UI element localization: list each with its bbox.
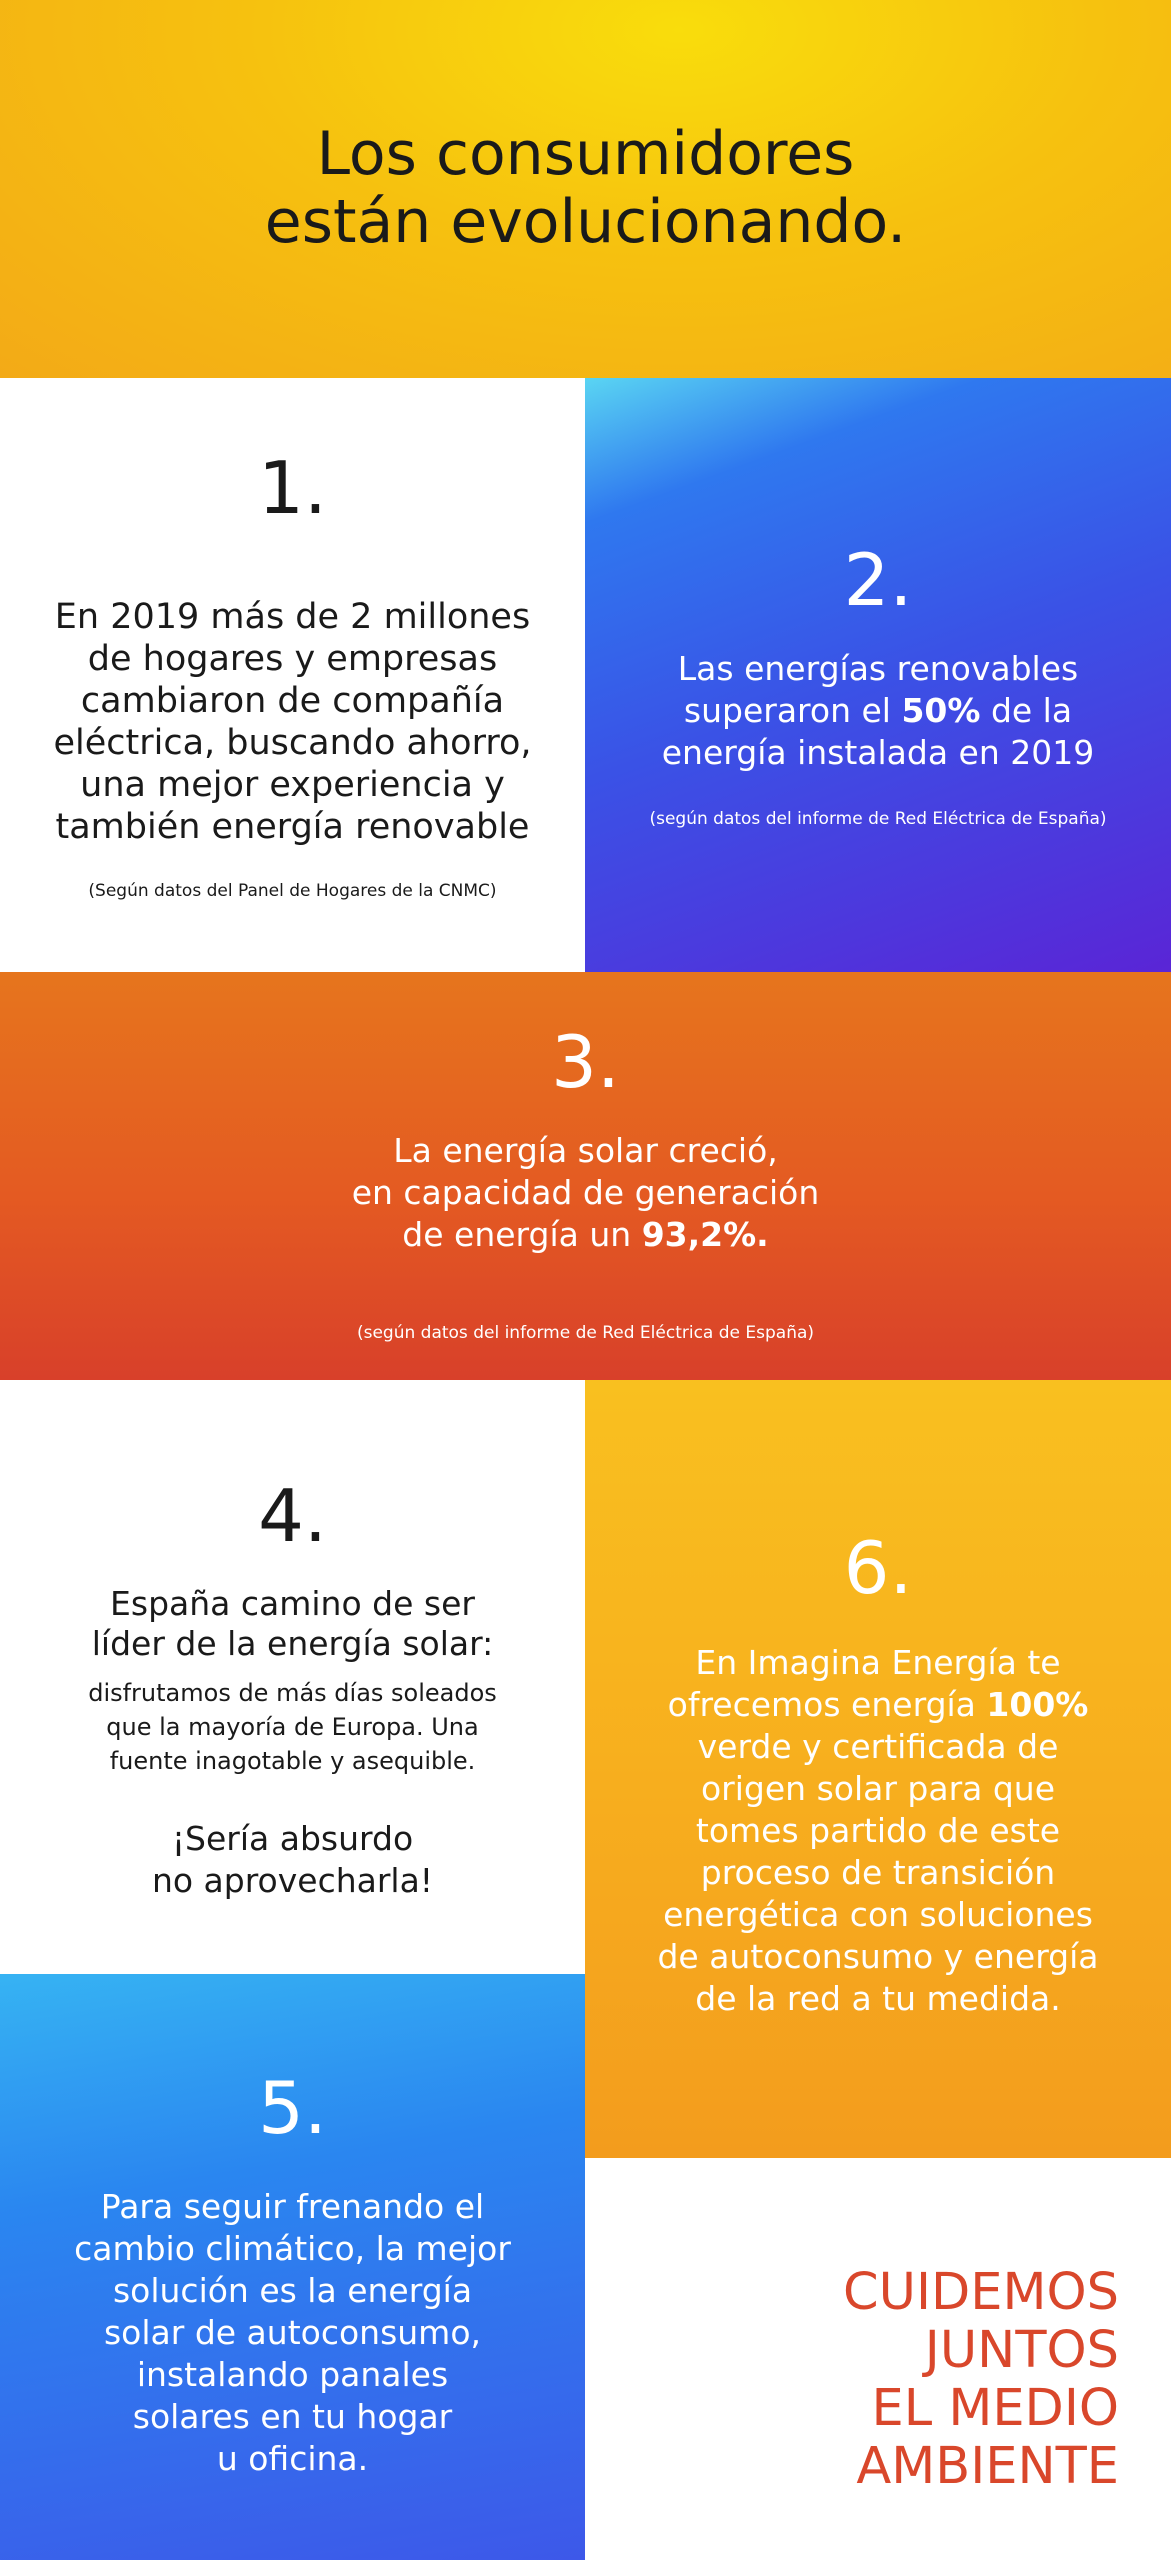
panel-1-line: de hogares y empresas: [87, 639, 498, 679]
cta-line: EL MEDIO: [871, 2379, 1119, 2438]
panel-6-line: de autoconsumo y energía: [657, 1937, 1099, 1976]
panel-4-closing: [30, 1818, 555, 1902]
panel-6-line: verde y certificada de: [697, 1727, 1059, 1766]
panel-4-closing-line: ¡Sería absurdo: [171, 1819, 414, 1858]
panel-2-line-text: superaron el: [683, 691, 902, 730]
panel-1-line: también energía renovable: [55, 807, 530, 847]
panel-4-body: [30, 1676, 555, 1778]
header-banner: [0, 0, 1171, 378]
panel-5: [0, 1974, 585, 2560]
cta-line: CUIDEMOS: [843, 2263, 1119, 2322]
panel-2-line-text: de la: [980, 691, 1073, 730]
panel-5-line: solares en tu hogar: [132, 2397, 453, 2436]
panel-1-line: cambiaron de compañía: [80, 681, 505, 721]
panel-6-line: origen solar para que: [700, 1769, 1056, 1808]
cta-line: JUNTOS: [924, 2321, 1119, 2380]
panel-2-number: 2.: [843, 538, 913, 622]
panel-5-number: 5.: [258, 2066, 327, 2150]
panel-1-body: [30, 596, 555, 848]
cta-line: AMBIENTE: [856, 2437, 1119, 2496]
panel-4-number: 4.: [258, 1474, 327, 1558]
panel-3-line: La energía solar creció,: [393, 1131, 778, 1170]
panel-5-line: solución es la energía: [112, 2271, 473, 2310]
panel-6-line: proceso de transición: [700, 1853, 1056, 1892]
panel-4-heading: [30, 1584, 555, 1664]
panel-1-line: En 2019 más de 2 millones: [54, 597, 531, 637]
panel-2-body: [615, 648, 1141, 774]
solar-growth-percentage: 93,2%.: [641, 1215, 769, 1254]
panel-4-heading-line: líder de la energía solar:: [91, 1624, 494, 1663]
panel-3: [0, 972, 1171, 1380]
panel-3-number: 3.: [551, 1020, 620, 1104]
panel-6-line: [615, 1684, 1141, 1726]
panel-6-line: En Imagina Energía te: [695, 1643, 1061, 1682]
panel-4-line: disfrutamos de más días soleados: [88, 1679, 497, 1707]
panel-1: [0, 378, 585, 972]
panel-5-line: u oficina.: [216, 2439, 369, 2478]
page-title: [0, 120, 1171, 256]
panel-6-number: 6.: [843, 1526, 913, 1610]
panel-4-heading-line: España camino de ser: [110, 1584, 475, 1623]
panel-6-body: [615, 1642, 1141, 2020]
panel-6-line: tomes partido de este: [695, 1811, 1061, 1850]
panel-6-line: de la red a tu medida.: [695, 1979, 1061, 2018]
panel-2-line: [615, 690, 1141, 732]
panel-6: [585, 1380, 1171, 2158]
panel-5-line: instalando panales: [136, 2355, 449, 2394]
title-line-2: están evolucionando.: [264, 187, 907, 257]
renewables-percentage: 50%: [901, 691, 981, 730]
panel-6-line: energética con soluciones: [663, 1895, 1093, 1934]
panel-4-line: fuente inagotable y asequible.: [109, 1747, 476, 1775]
panel-1-number: 1.: [258, 446, 327, 530]
panel-1-line: eléctrica, buscando ahorro,: [53, 723, 532, 763]
panel-4-line: que la mayoría de Europa. Una: [106, 1713, 479, 1741]
panel-5-line: cambio climático, la mejor: [74, 2229, 511, 2268]
panel-3-line-text: de energía un: [402, 1215, 642, 1254]
panel-2: [585, 378, 1171, 972]
panel-5-body: [30, 2186, 555, 2480]
panel-1-line: una mejor experiencia y: [80, 765, 505, 805]
panel-3-body: [30, 1130, 1141, 1256]
panel-5-line: solar de autoconsumo,: [103, 2313, 482, 2352]
title-line-1: Los consumidores: [316, 119, 855, 189]
call-to-action: [585, 2158, 1171, 2560]
panel-6-line-text: ofrecemos energía: [667, 1685, 987, 1724]
panel-5-line: Para seguir frenando el: [100, 2187, 485, 2226]
panel-3-line: en capacidad de generación: [351, 1173, 820, 1212]
panel-2-line: Las energías renovables: [677, 649, 1079, 688]
panel-4: [0, 1380, 585, 1974]
panel-3-line: [30, 1214, 1141, 1256]
panel-4-closing-line: no aprovecharla!: [151, 1861, 434, 1900]
panel-2-line: energía instalada en 2019: [661, 733, 1095, 772]
panel-1-source: (Según datos del Panel de Hogares de la CNMC): [88, 881, 497, 901]
panel-3-source: (según datos del informe de Red Eléctrica de España): [356, 1323, 815, 1343]
cta-slogan: [843, 2264, 1119, 2496]
panel-2-source: (según datos del informe de Red Eléctrica de España): [649, 809, 1107, 829]
green-energy-percentage: 100%: [986, 1685, 1089, 1724]
